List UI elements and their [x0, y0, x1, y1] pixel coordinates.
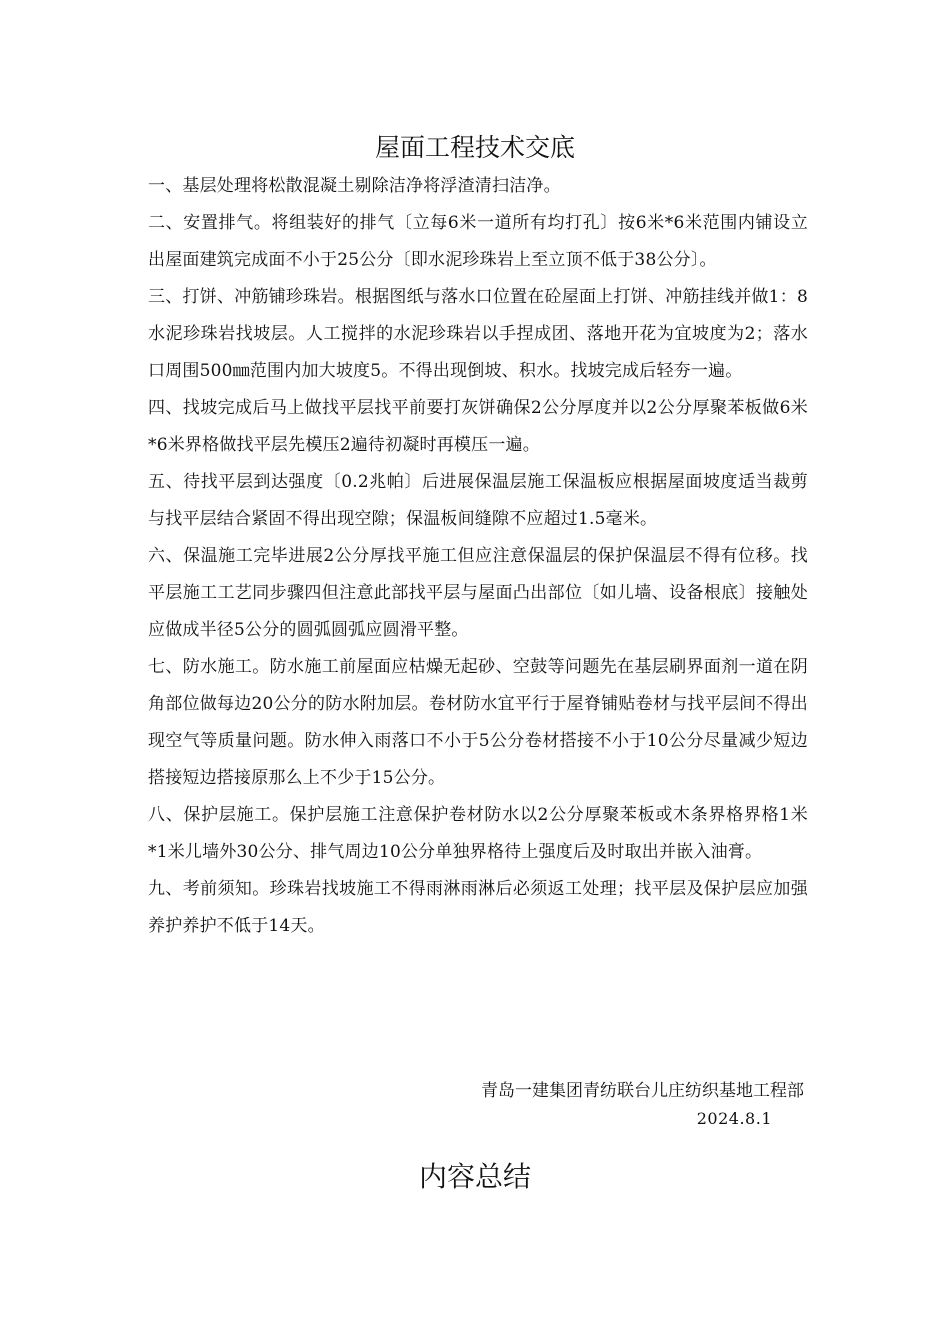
paragraph-5: 五、待找平层到达强度〔0.2兆帕〕后进展保温层施工保温板应根据屋面坡度适当裁剪与找平层结合紧固不得出现空隙；保温板间缝隙不应超过1.5毫米。	[148, 472, 808, 529]
summary-heading: 内容总结	[418, 1160, 531, 1193]
signature-line: 青岛一建集团青纺联台儿庄纺织基地工程部	[481, 1081, 804, 1101]
document-body	[148, 168, 808, 945]
paragraph-3: 三、打饼、冲筋铺珍珠岩。根据图纸与落水口位置在砼屋面上打饼、冲筋挂线并做1：8水泥珍珠岩找坡层。人工搅拌的水泥珍珠岩以手捏成团、落地开花为宜坡度为2；落水口周围500㎜范围内加大坡度5。不得出现倒坡、积水。找坡完成后轻夯一遍。	[148, 287, 808, 381]
paragraph-4: 四、找坡完成后马上做找平层找平前要打灰饼确保2公分厚度并以2公分厚聚苯板做6米*6米界格做找平层先模压2遍待初凝时再模压一遍。	[148, 398, 808, 455]
paragraph-9: 九、考前须知。珍珠岩找坡施工不得雨淋雨淋后必须返工处理；找平层及保护层应加强养护养护不低于14天。	[148, 879, 808, 936]
signature-date: 2024.8.1	[696, 1109, 772, 1128]
paragraph-6: 六、保温施工完毕进展2公分厚找平施工但应注意保温层的保护保温层不得有位移。找平层施工工艺同步骤四但注意此部找平层与屋面凸出部位〔如儿墙、设备根底〕接触处应做成半径5公分的圆弧圆弧应圆滑平整。	[148, 546, 808, 640]
paragraph-1: 一、基层处理将松散混凝土剔除洁净将浮渣清扫洁净。	[148, 176, 561, 196]
document-title: 屋面工程技术交底	[374, 133, 575, 162]
paragraph-2: 二、安置排气。将组装好的排气〔立每6米一道所有均打孔〕按6米*6米范围内铺设立出屋面建筑完成面不小于25公分〔即水泥珍珠岩上至立顶不低于38公分〕。	[148, 213, 808, 270]
paragraph-8: 八、保护层施工。保护层施工注意保护卷材防水以2公分厚聚苯板或木条界格界格1米*1米儿墙外30公分、排气周边10公分单独界格待上强度后及时取出并嵌入油膏。	[148, 805, 808, 862]
paragraph-7: 七、防水施工。防水施工前屋面应枯燥无起砂、空鼓等问题先在基层刷界面剂一道在阴角部位做每边20公分的防水附加层。卷材防水宜平行于屋脊铺贴卷材与找平层间不得出现空气等质量问题。防水伸入雨落口不小于5公分卷材搭接不小于10公分尽量减少短边搭接短边搭接原那么上不少于15公分。	[148, 657, 808, 788]
